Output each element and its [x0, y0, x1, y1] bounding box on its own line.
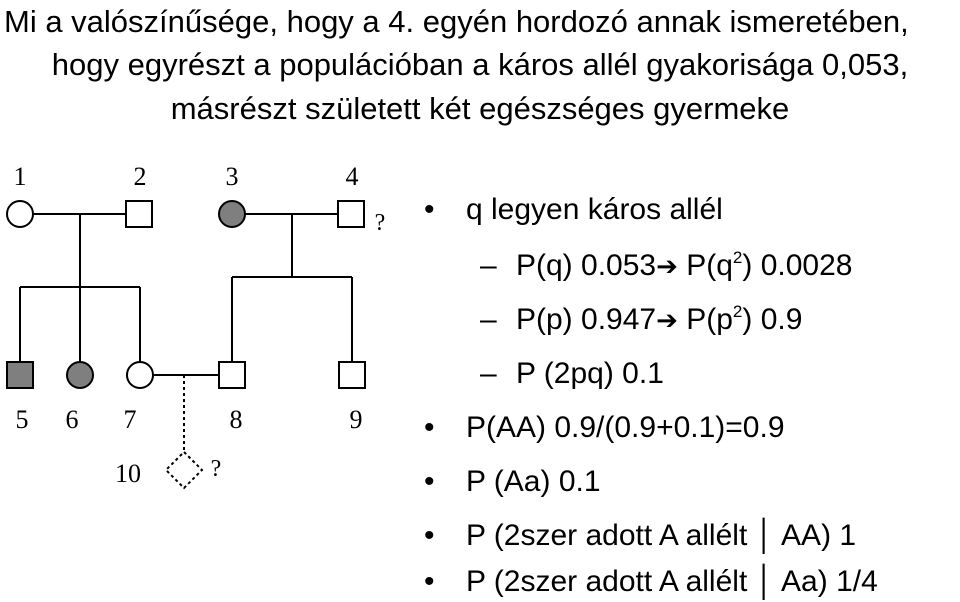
label-7: 7	[123, 405, 137, 434]
label-9: 9	[349, 405, 363, 434]
sub-bullet-2-text	[516, 300, 802, 340]
label-10: 10	[115, 459, 141, 488]
dash-glyph: –	[480, 357, 497, 390]
pedigree-chart	[0, 150, 420, 510]
title-line-3: másrészt született két egészséges gyermeke	[170, 91, 790, 126]
bullet-1-text: q legyen káros allél	[466, 193, 723, 226]
label-1: 1	[13, 162, 27, 191]
label-6: 6	[65, 405, 79, 434]
arrow-icon: ➔	[656, 305, 678, 335]
label-8: 8	[229, 405, 243, 434]
individual-9-male	[339, 362, 365, 388]
individual-10-unknown-sex	[166, 452, 202, 488]
bullet-5-text: P (2szer adott A allélt │ Aa) 1/4	[466, 565, 878, 598]
bullet-dot: •	[424, 193, 435, 226]
title-line-2: hogy egyrészt a populációban a káros allél gyakorisága 0,053,	[51, 47, 909, 82]
individual-8-male	[219, 362, 245, 388]
individual-3-female-affected	[219, 201, 245, 227]
individual-1-female	[7, 201, 33, 227]
superscript: 2	[732, 248, 743, 267]
dash-glyph: –	[480, 249, 497, 282]
bullet-dot: •	[424, 565, 435, 598]
label-5: 5	[15, 405, 29, 434]
bullet-dot: •	[424, 411, 435, 444]
label-4: 4	[345, 162, 359, 191]
question-mark-10: ?	[210, 456, 222, 482]
bullet-dot: •	[424, 465, 435, 498]
label-3: 3	[225, 162, 239, 191]
pp2-label: P(p	[686, 303, 733, 336]
dash-glyph: –	[480, 303, 497, 336]
label-2: 2	[133, 162, 147, 191]
pq-value: P(q) 0.053	[516, 249, 657, 282]
title-line-1: Mi a valószínűsége, hogy a 4. egyén hordozó annak ismeretében,	[4, 4, 909, 39]
sub-bullet-1-text	[516, 246, 852, 286]
pq2-value: ) 0.0028	[742, 249, 853, 282]
sub-bullet-3-text: P (2pq) 0.1	[516, 357, 664, 390]
individual-6-female-affected	[67, 362, 93, 388]
bullet-3-text: P (Aa) 0.1	[466, 465, 601, 498]
question-mark-4: ?	[374, 210, 386, 236]
individual-5-male-affected	[7, 362, 33, 388]
pp-value: P(p) 0.947	[516, 303, 657, 336]
individual-2-male	[126, 201, 152, 227]
bullet-dot: •	[424, 519, 435, 552]
individual-4-male	[338, 201, 364, 227]
individual-7-female	[127, 362, 153, 388]
arrow-icon: ➔	[656, 251, 678, 281]
bullet-4-text: P (2szer adott A allélt │ AA) 1	[466, 519, 857, 552]
bullet-2-text: P(AA) 0.9/(0.9+0.1)=0.9	[466, 411, 785, 444]
pq2-label: P(q	[686, 249, 733, 282]
pp2-value: ) 0.9	[742, 303, 803, 336]
superscript: 2	[732, 302, 743, 321]
